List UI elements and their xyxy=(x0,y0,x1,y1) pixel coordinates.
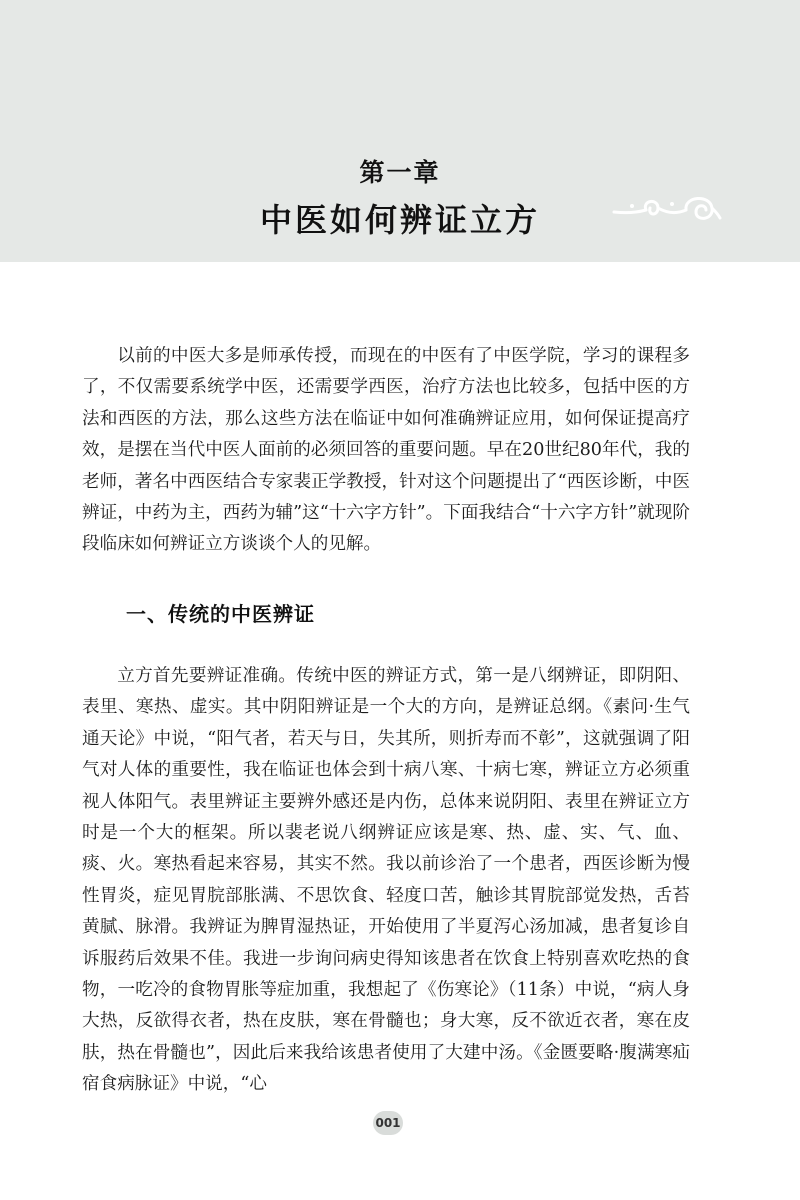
section-paragraph: 立方首先要辨证准确。传统中医的辨证方式，第一是八纲辨证，即阴阳、表里、寒热、虚实。其中阴阳辨证是一个大的方向，是辨证总纲。《素问·生气通天论》中说，“阳气者，若天与日，失其所，则折寿而不彰”，这就强调了阳气对人体的重要性，我在临证也体会到十病八寒、十病七寒，辨证立方必须重视人体阳气。表里辨证主要辨外感还是内伤，总体来说阴阳、表里在辨证立方时是一个大的框架。所以裴老说八纲辨证应该是寒、热、虚、实、气、血、痰、火。寒热看起来容易，其实不然。我以前诊治了一个患者，西医诊断为慢性胃炎，症见胃脘部胀满、不思饮食、轻度口苦，触诊其胃脘部觉发热，舌苔黄腻、脉滑。我辨证为脾胃湿热证，开始使用了半夏泻心汤加减，患者复诊自诉服药后效果不佳。我进一步询问病史得知该患者在饮食上特别喜欢吃热的食物，一吃冷的食物胃胀等症加重，我想起了《伤寒论》（11条）中说，“病人身大热，反欲得衣者，热在皮肤，寒在骨髓也；身大寒，反不欲近衣者，寒在皮肤，热在骨髓也”，因此后来我给该患者使用了大建中汤。《金匮要略·腹满寒疝宿食病脉证》中说，“心 xyxy=(82,666,690,1095)
chapter-title: 中医如何辨证立方 xyxy=(259,201,540,239)
chapter-number: 第一章 xyxy=(359,158,441,187)
intro-paragraph: 以前的中医大多是师承传授，而现在的中医有了中医学院，学习的课程多了，不仅需要系统学中医，还需要学西医，治疗方法也比较多，包括中医的方法和西医的方法，那么这些方法在临证中如何准确辨证应用，如何保证提高疗效，是摆在当代中医人面前的必须回答的重要问题。早在20世纪80年代，我的老师，著名中西医结合专家裴正学教授，针对这个问题提出了“西医诊断，中医辨证，中药为主，西药为辅”这“十六字方针”。下面我结合“十六字方针”就现阶段临床如何辨证立方谈谈个人的见解。 xyxy=(82,346,690,555)
section-heading: 一、传统的中医辨证 xyxy=(126,602,315,626)
page-number: 001 xyxy=(373,1111,403,1135)
cloud-ornament-icon xyxy=(612,192,722,226)
